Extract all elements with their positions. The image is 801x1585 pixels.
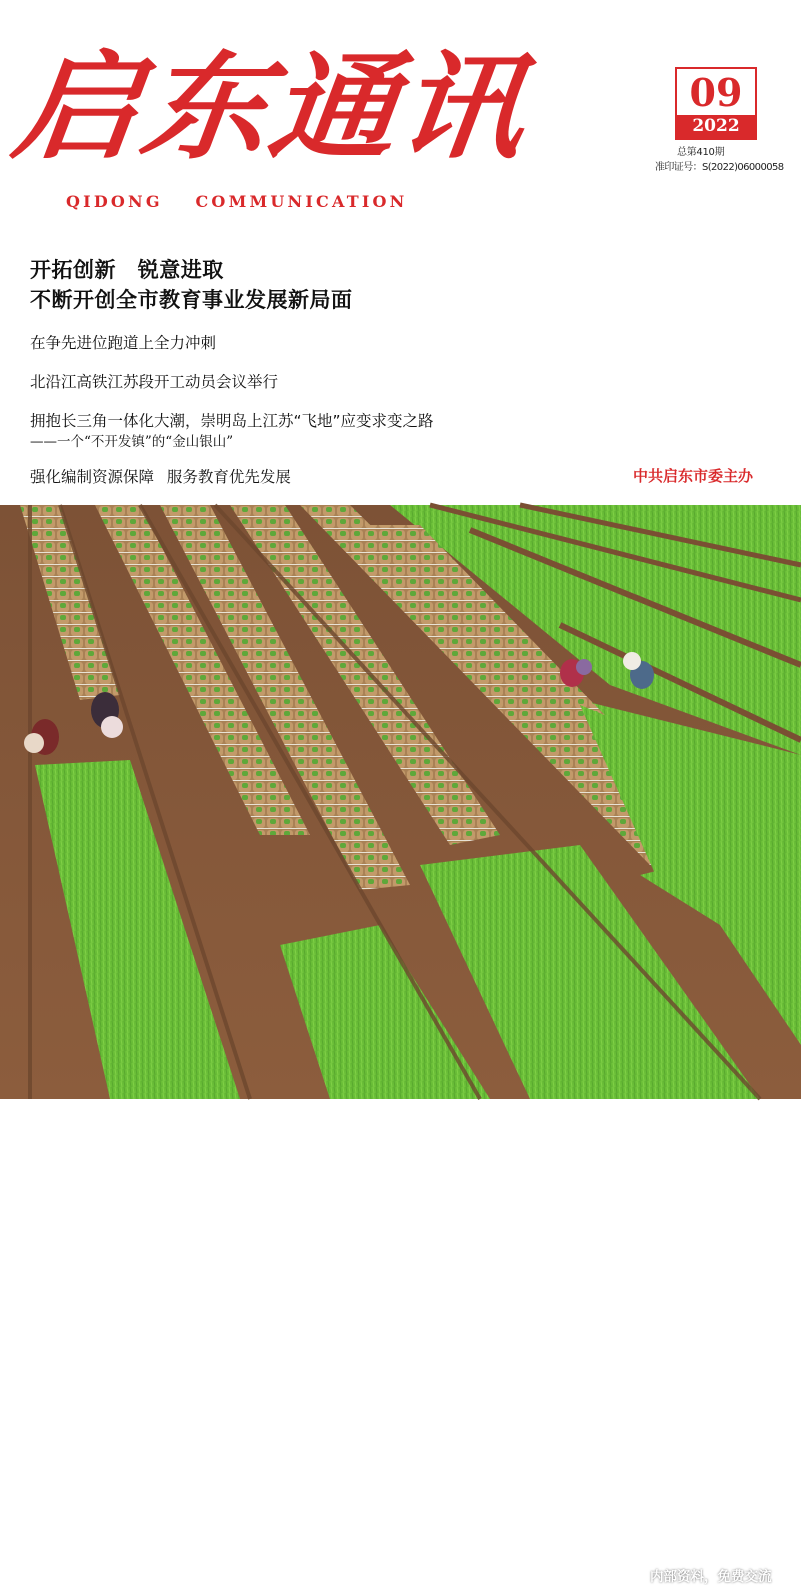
headline-main-line-2: 不断开创全市教育事业发展新局面 <box>30 288 353 312</box>
rice-field-illustration <box>0 505 801 1099</box>
headline-item: 北沿江高铁江苏段开工动员会议举行 <box>30 373 279 391</box>
cover-header <box>0 0 801 505</box>
issue-number: 09 <box>689 70 743 115</box>
headline-item: 拥抱长三角一体化大潮，崇明岛上江苏“飞地”应变求变之路 <box>30 412 434 430</box>
headline-subtitle: ——一个“不开发镇”的“金山银山” <box>30 434 234 450</box>
issue-box <box>675 67 757 140</box>
permit-number: 准印证号：S(2022)06000058 <box>655 162 784 173</box>
headline-item: 强化编制资源保障 服务教育优先发展 <box>30 468 291 486</box>
masthead-title: 启东通讯 <box>6 38 534 176</box>
distribution-note: 内部资料，免费交流 <box>650 1569 772 1585</box>
issue-year: 2022 <box>677 115 755 138</box>
masthead-subtitle: QIDONG COMMUNICATION <box>66 192 408 211</box>
sponsor-label: 中共启东市委主办 <box>633 467 754 485</box>
cover-photo <box>0 505 801 1585</box>
headline-item: 在争先进位跑道上全力冲刺 <box>30 334 217 352</box>
headline-main-line-1: 开拓创新 锐意进取 <box>30 258 224 282</box>
total-issue-number: 总第410期 <box>677 147 725 158</box>
